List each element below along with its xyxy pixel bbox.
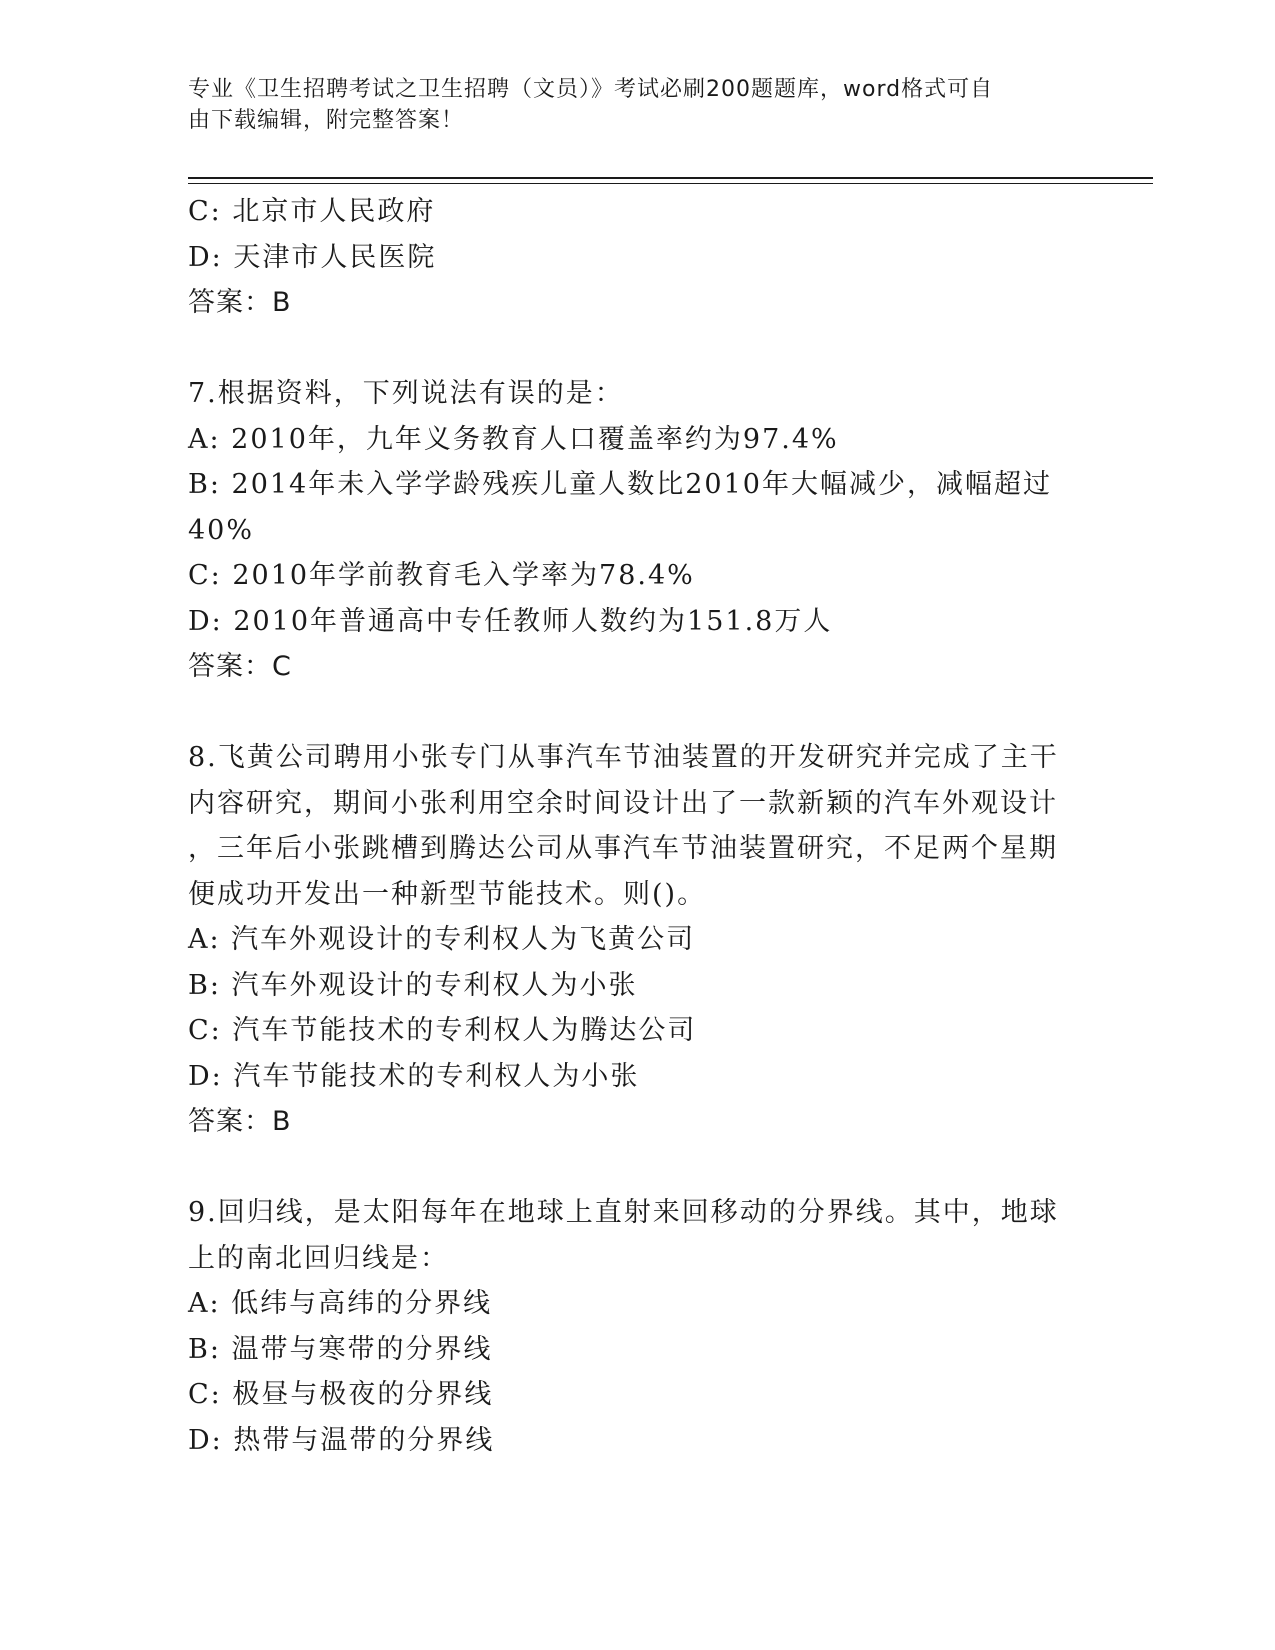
header-line-2: 由下载编辑，附完整答案！: [188, 108, 465, 133]
header-divider-thin: [188, 183, 1153, 184]
option-d: D: 热带与温带的分界线: [188, 1424, 495, 1456]
option-b-line-2: 40%: [188, 514, 255, 546]
option-a: A: 2010年，九年义务教育人口覆盖率约为97.4%: [188, 423, 839, 455]
question-7: [188, 371, 1068, 690]
document-header: [188, 74, 1068, 136]
option-c: C: 极昼与极夜的分界线: [188, 1379, 494, 1410]
header-divider-thick: [188, 177, 1153, 179]
option-d: D: 2010年普通高中专任教师人数约为151.8万人: [188, 605, 833, 637]
option-d: D: 天津市人民医院: [188, 241, 437, 273]
question-9: [188, 1190, 1068, 1463]
question-stem-line-4: 便成功开发出一种新型节能技术。则()。: [188, 878, 707, 910]
option-a: A: 汽车外观设计的专利权人为飞黄公司: [188, 924, 696, 955]
question-stem-line-2: 上的南北回归线是：: [188, 1242, 449, 1274]
question-8: [188, 735, 1068, 1145]
document-body: [188, 189, 1068, 1463]
answer: 答案：B: [188, 1106, 292, 1137]
question-stem: 7.根据资料，下列说法有误的是：: [188, 378, 624, 409]
answer: 答案：C: [188, 651, 292, 682]
question-6: [188, 189, 1068, 326]
option-c: C: 北京市人民政府: [188, 196, 436, 227]
option-c: C: 汽车节能技术的专利权人为腾达公司: [188, 1015, 697, 1046]
option-c: C: 2010年学前教育毛入学率为78.4%: [188, 560, 695, 591]
option-b: B: 温带与寒带的分界线: [188, 1333, 493, 1365]
question-stem-line-1: 9.回归线，是太阳每年在地球上直射来回移动的分界线。其中，地球: [188, 1197, 1059, 1228]
header-line-1: 专业《卫生招聘考试之卫生招聘（文员）》考试必刷200题题库，word格式可自: [188, 77, 994, 102]
answer: 答案：B: [188, 287, 292, 318]
spacer: [188, 1145, 1068, 1191]
spacer: [188, 326, 1068, 372]
question-stem-line-3: ，三年后小张跳槽到腾达公司从事汽车节油装置研究，不足两个星期: [188, 833, 1058, 864]
question-stem-line-1: 8.飞黄公司聘用小张专门从事汽车节油装置的开发研究并完成了主干: [188, 742, 1059, 773]
question-stem-line-2: 内容研究，期间小张利用空余时间设计出了一款新颖的汽车外观设计: [188, 787, 1058, 819]
option-b: B: 汽车外观设计的专利权人为小张: [188, 969, 638, 1001]
spacer: [188, 690, 1068, 736]
option-d: D: 汽车节能技术的专利权人为小张: [188, 1060, 640, 1092]
option-b-line-1: B: 2014年未入学学龄残疾儿童人数比2010年大幅减少，减幅超过: [188, 469, 1052, 500]
option-a: A: 低纬与高纬的分界线: [188, 1288, 493, 1319]
